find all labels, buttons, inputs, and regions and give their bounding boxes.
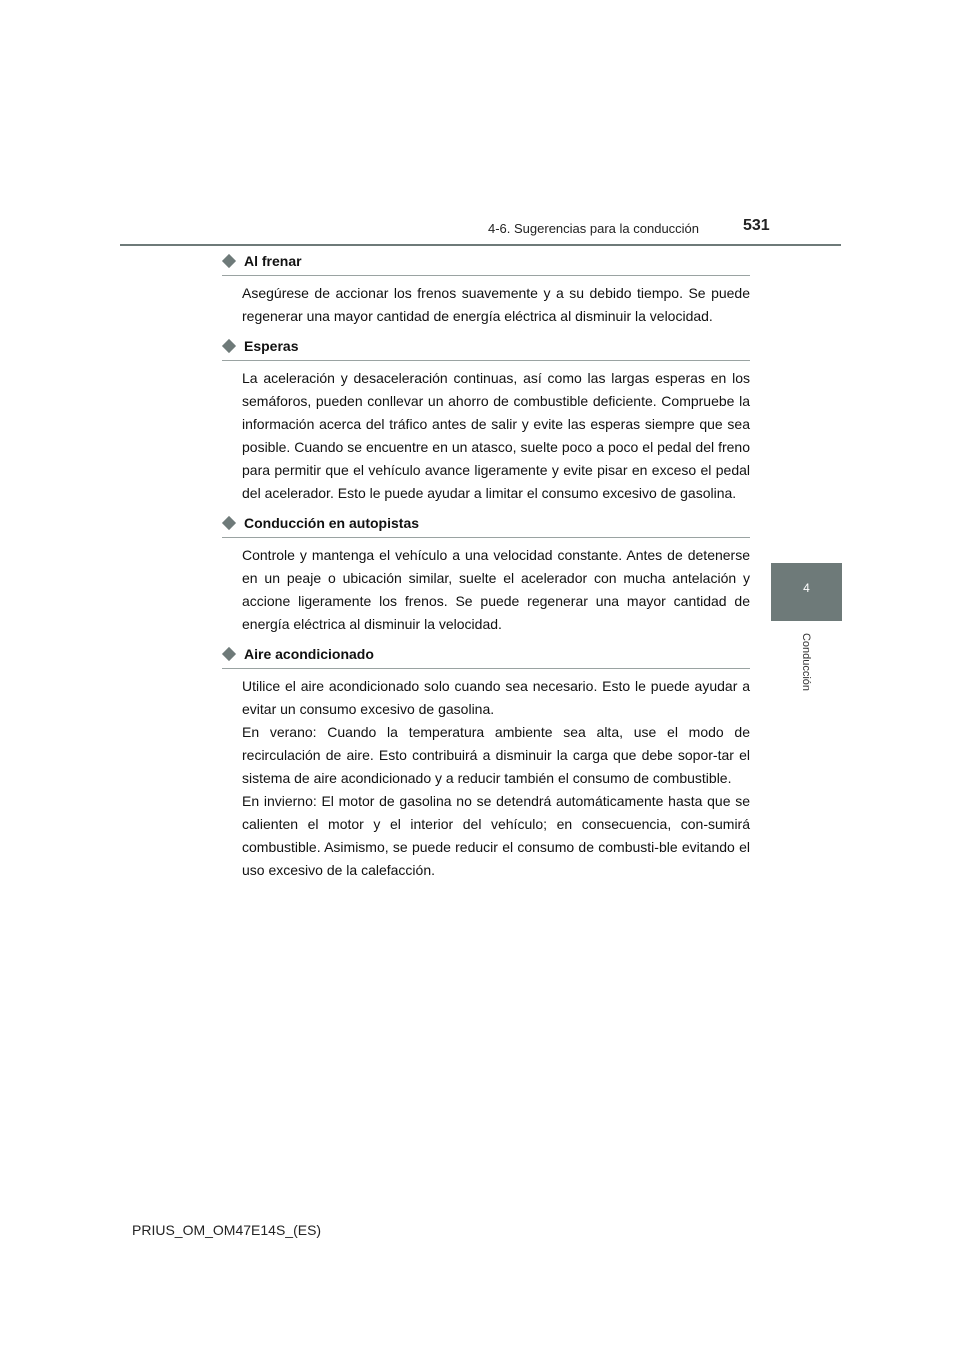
section-air-conditioning	[222, 644, 750, 882]
chapter-label: Conducción	[800, 632, 812, 692]
paragraph: En invierno: El motor de gasolina no se detendrá automáticamente hasta que se calienten el motor y el interior del vehículo; en consecuencia, con-sumirá combustible. Asimismo, se puede reducir el consumo de combusti-ble evitando el uso excesivo de la calefacción.	[242, 793, 750, 878]
header-divider	[120, 244, 841, 246]
footer-document-code: PRIUS_OM_OM47E14S_(ES)	[132, 1222, 322, 1238]
diamond-bullet-icon	[222, 516, 236, 530]
section-highway	[222, 513, 750, 636]
diamond-bullet-icon	[222, 339, 236, 353]
section-heading	[222, 336, 750, 361]
chapter-number: 4	[803, 581, 810, 595]
section-heading-text: Al frenar	[244, 253, 302, 269]
section-heading-text: Esperas	[244, 338, 299, 354]
diamond-bullet-icon	[222, 254, 236, 268]
page-number: 531	[743, 217, 770, 234]
paragraph: La aceleración y desaceleración continuas, así como las largas esperas en los semáforos, pueden conllevar un ahorro de combustible deficiente. Compruebe la información acerca del tráfico antes de salir y evite las esperas siempre que sea posible. Cuando se encuentre en un atasco, suelte poco a poco el pedal del freno para permitir que el vehículo avance ligeramente y evite pisar en exceso el pedal del acelerador. Esto le puede ayudar a limitar el consumo excesivo de gasolina.	[242, 370, 750, 501]
paragraph: Utilice el aire acondicionado solo cuando sea necesario. Esto le puede ayudar a evitar un consumo excesivo de gasolina.	[242, 678, 750, 717]
chapter-tab	[771, 563, 842, 621]
section-waiting	[222, 336, 750, 505]
diamond-bullet-icon	[222, 647, 236, 661]
section-heading	[222, 251, 750, 276]
paragraph: Controle y mantenga el vehículo a una velocidad constante. Antes de detenerse en un peaje o ubicación similar, suelte el acelerador con mucha antelación y accione ligeramente los frenos. Se puede regenerar una mayor cantidad de energía eléctrica al disminuir la velocidad.	[242, 547, 750, 632]
paragraph: En verano: Cuando la temperatura ambiente sea alta, use el modo de recirculación de aire. Esto contribuirá a disminuir la carga que debe sopor-tar el sistema de aire acondicionado y a reducir también el consumo de combustible.	[242, 724, 750, 786]
section-heading-text: Conducción en autopistas	[244, 515, 420, 531]
section-braking	[222, 251, 750, 328]
paragraph: Asegúrese de accionar los frenos suavemente y a su debido tiempo. Se puede regenerar una mayor cantidad de energía eléctrica al disminuir la velocidad.	[242, 285, 750, 324]
section-heading	[222, 644, 750, 669]
section-heading-text: Aire acondicionado	[244, 646, 374, 662]
header-section-title: 4-6. Sugerencias para la conducción	[488, 221, 700, 236]
section-heading	[222, 513, 750, 538]
main-content	[222, 251, 750, 890]
